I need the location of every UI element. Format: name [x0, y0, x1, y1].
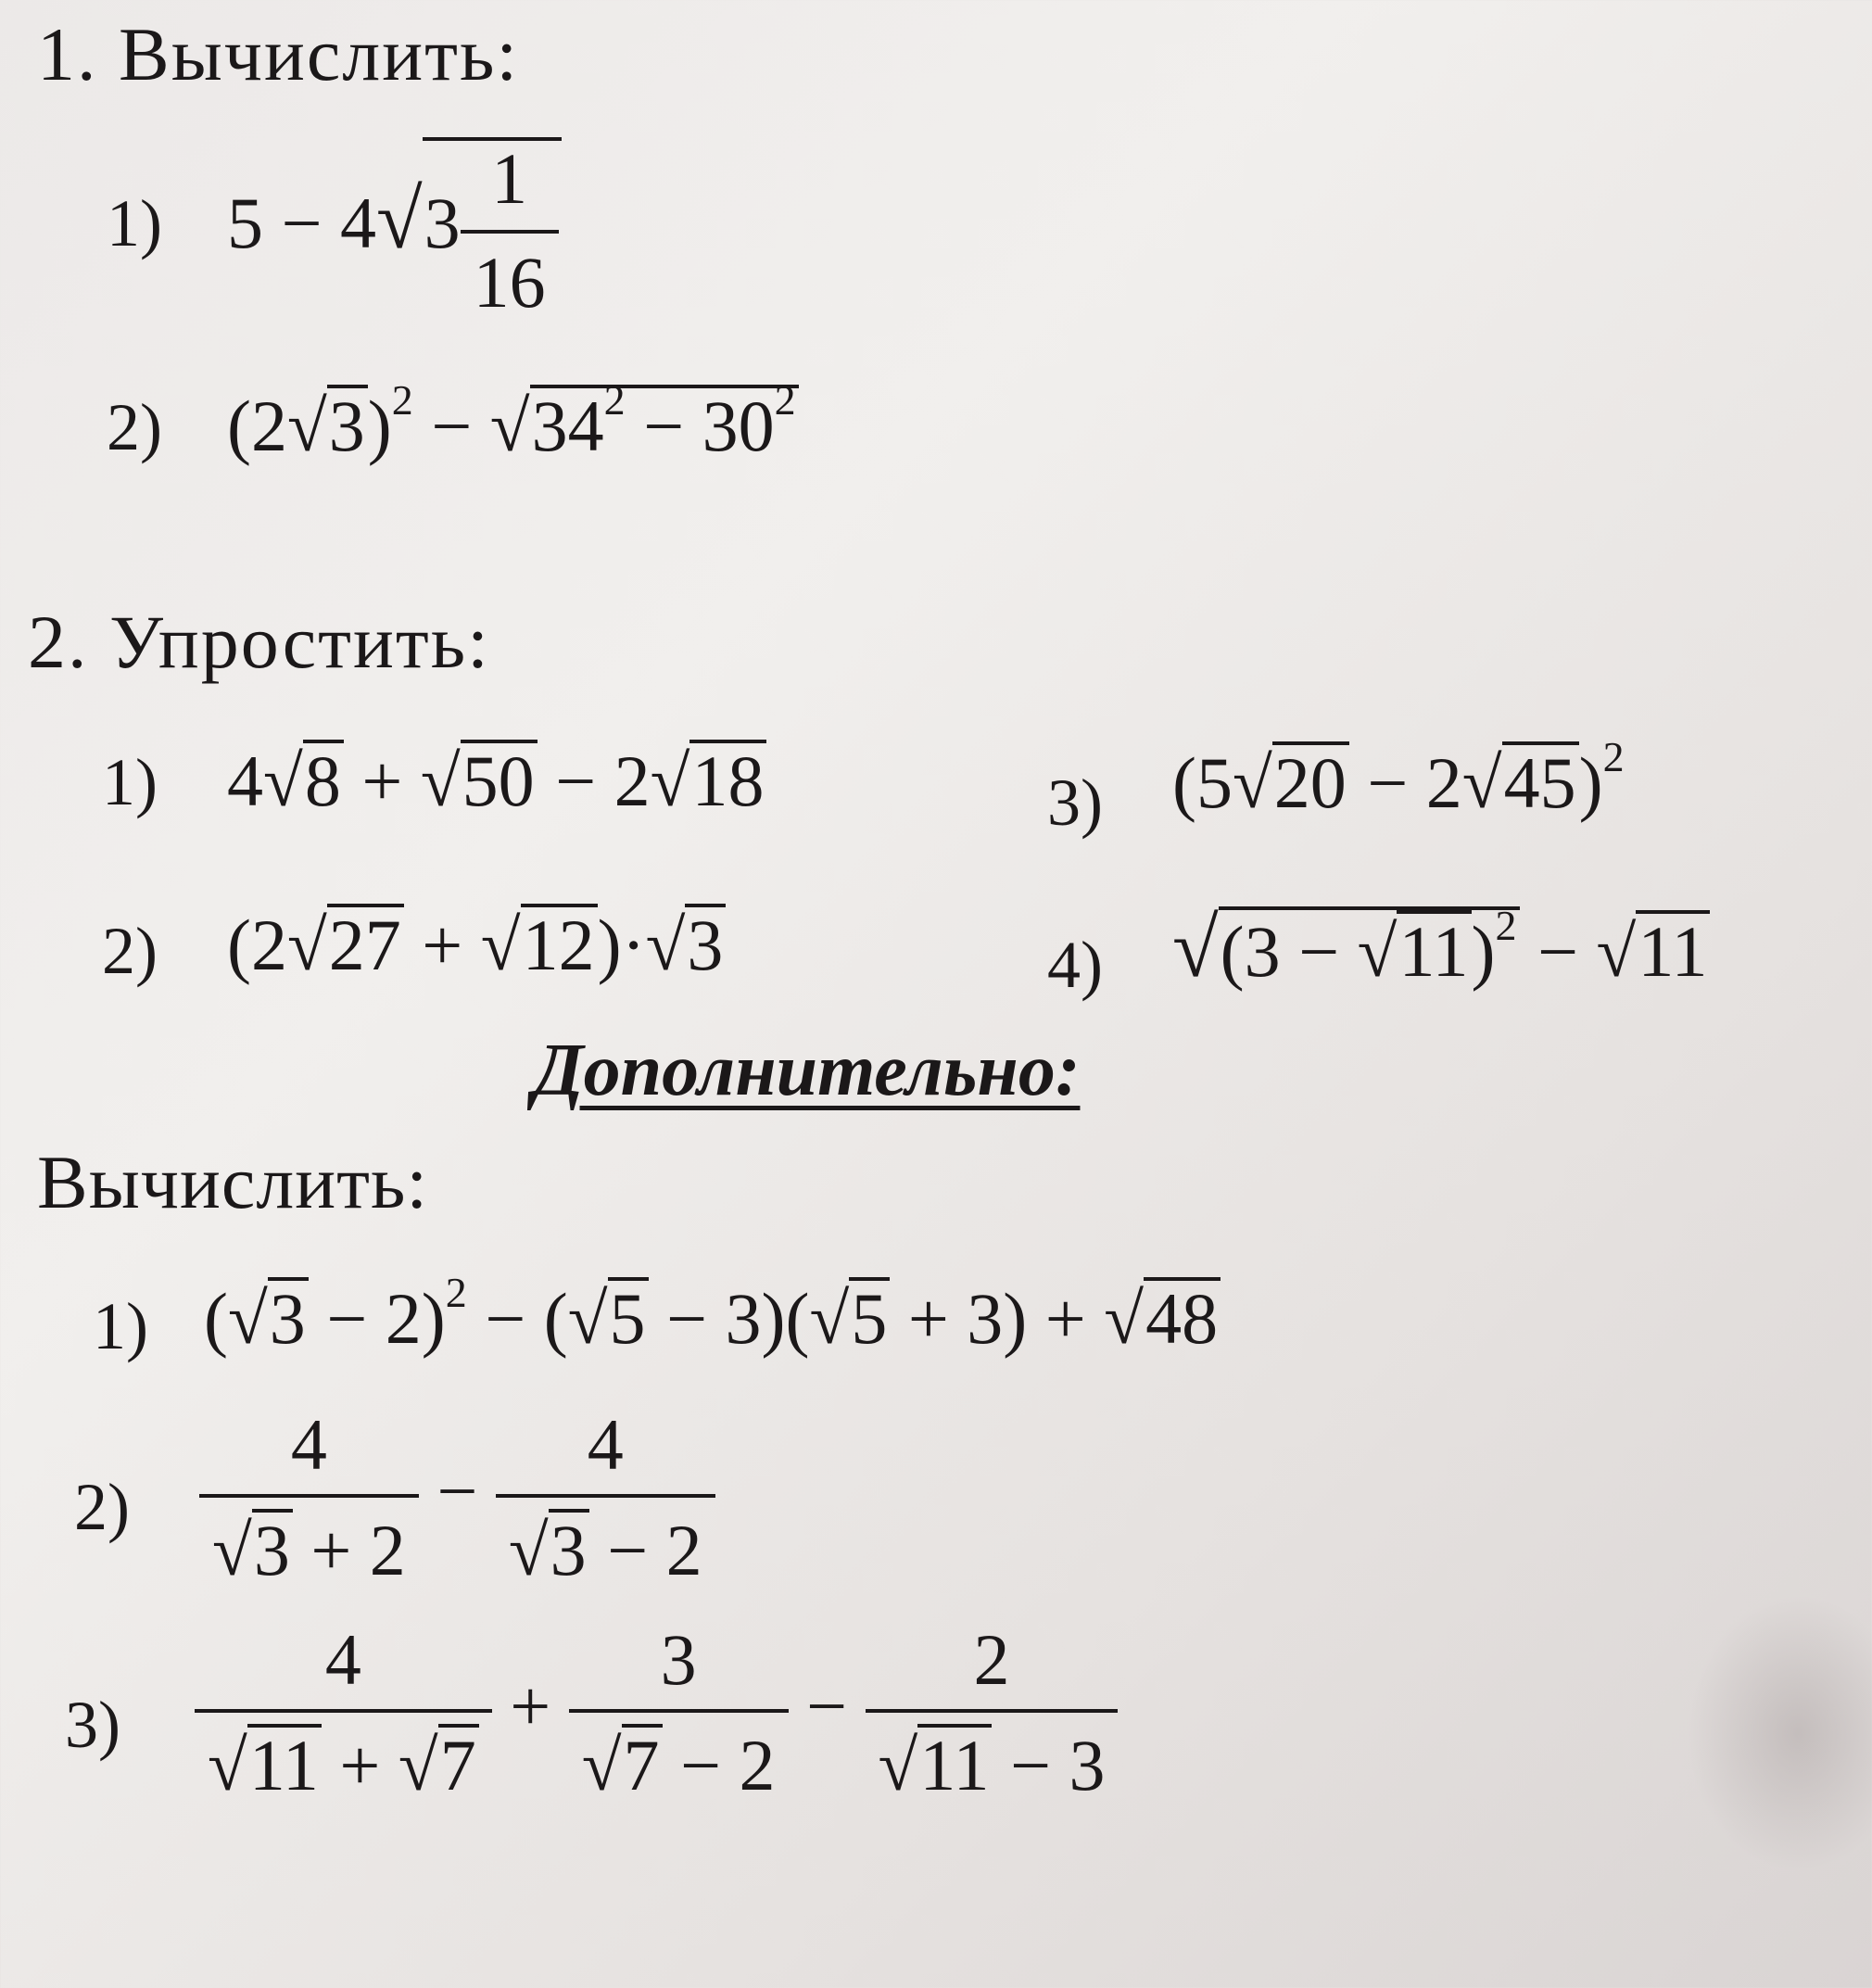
section2-title: 2. Упростить:	[28, 600, 490, 684]
operator: −	[418, 1450, 496, 1531]
radical-sign: √	[581, 1725, 622, 1805]
s1-item2-expression	[227, 375, 799, 466]
radical-sign: √	[567, 1278, 608, 1359]
s2-item2-expression	[227, 904, 726, 983]
ex-item1-label: 1)	[93, 1289, 148, 1363]
radical-sign: √	[1461, 742, 1502, 823]
s2-item1-label: 1)	[102, 745, 158, 819]
fraction-denominator: 16	[461, 230, 559, 321]
radicand: 48	[1144, 1277, 1221, 1357]
term: )	[1471, 911, 1496, 992]
radicand: 7	[438, 1724, 479, 1804]
radicand: 7	[622, 1724, 663, 1804]
exponent: 2	[603, 375, 626, 424]
radicand: 3	[685, 904, 726, 983]
fraction	[569, 1619, 789, 1805]
term: (3 −	[1220, 911, 1358, 992]
operator: +	[403, 905, 481, 985]
term: − 2	[588, 1510, 702, 1590]
term: )·	[597, 905, 646, 985]
hand-shadow	[1687, 1594, 1872, 1872]
radical-sign: √	[1172, 901, 1219, 994]
radicand	[1219, 901, 1520, 992]
radical-sign: √	[286, 905, 327, 985]
radicand: 5	[849, 1277, 890, 1357]
fraction	[866, 1619, 1119, 1805]
ex-item1-expression	[204, 1268, 1221, 1359]
radical-sign: √	[1232, 742, 1272, 823]
term: − 2	[537, 741, 651, 821]
fraction-numerator: 4	[324, 1619, 361, 1700]
fraction	[195, 1619, 492, 1805]
term: − (	[466, 1278, 568, 1359]
term: )	[1578, 742, 1603, 823]
term: − 2	[1348, 742, 1462, 823]
term: + 2	[292, 1510, 406, 1590]
radical-sign: √	[398, 1725, 438, 1805]
s2-item2-label: 2)	[102, 914, 158, 988]
exponent: 2	[445, 1268, 467, 1316]
radicand	[530, 375, 799, 466]
radical-sign: √	[227, 1278, 268, 1359]
radical-sign: √	[878, 1725, 918, 1805]
term: − 3)(	[648, 1278, 810, 1359]
exponent: 2	[1602, 732, 1625, 780]
s1-item2-label: 2)	[107, 390, 162, 464]
s2-item4-label: 4)	[1047, 928, 1103, 1002]
ex-item2-label: 2)	[74, 1470, 130, 1544]
term: (5	[1172, 742, 1233, 823]
radical-sign: √	[420, 741, 461, 821]
operator: −	[788, 1665, 866, 1746]
s2-item1-expression	[227, 740, 766, 819]
ex-item2-expression	[199, 1404, 715, 1590]
radicand: 27	[327, 904, 404, 983]
fraction-numerator: 4	[587, 1404, 624, 1485]
s1-item1-term: 5 − 4	[227, 182, 376, 263]
radicand: 11	[247, 1724, 322, 1804]
term: (2	[227, 905, 287, 985]
term: − 2	[662, 1725, 776, 1805]
section1-title: 1. Вычислить:	[37, 12, 520, 96]
radical-sign: √	[212, 1510, 252, 1590]
radical-sign: √	[208, 1725, 247, 1805]
s2-item4-expression	[1172, 901, 1710, 994]
radical-sign: √	[1596, 911, 1637, 992]
term: )	[367, 386, 392, 466]
radicand: 5	[608, 1277, 649, 1357]
term: 4	[227, 741, 263, 821]
fraction-denominator	[195, 1709, 492, 1804]
radical-sign: √	[809, 1278, 850, 1359]
operator: +	[321, 1725, 398, 1805]
extra-subtitle: Вычислить:	[37, 1140, 429, 1224]
radical-sign: √	[650, 741, 690, 821]
radical-sign: √	[286, 386, 327, 466]
radicand: 45	[1502, 741, 1579, 821]
radical-sign: √	[645, 905, 686, 985]
extra-title: Дополнительно:	[533, 1030, 1081, 1111]
fraction-numerator: 4	[290, 1404, 327, 1485]
term: (2	[227, 386, 287, 466]
radicand: 12	[521, 904, 598, 983]
operator: +	[343, 741, 421, 821]
radical-sign: √	[508, 1510, 549, 1590]
s2-item3-expression	[1172, 732, 1625, 823]
radicand: 3	[549, 1509, 589, 1589]
radicand: 11	[1397, 910, 1471, 990]
fraction	[199, 1404, 419, 1590]
term: 34	[531, 386, 604, 466]
radical-sign: √	[1357, 911, 1398, 992]
radicand: 11	[917, 1724, 992, 1804]
s1-item1-expression	[227, 137, 562, 321]
radical-sign: √	[1104, 1278, 1145, 1359]
radicand: 18	[689, 740, 766, 819]
term: (	[204, 1278, 228, 1359]
fraction-numerator: 3	[660, 1619, 697, 1700]
radical-sign: √	[480, 905, 521, 985]
radicand: 3	[327, 385, 368, 464]
radicand: 3	[252, 1509, 293, 1589]
radicand: 11	[1636, 910, 1710, 990]
radicand: 3	[268, 1277, 309, 1357]
exponent: 2	[774, 375, 796, 424]
radical-sign: √	[376, 171, 423, 266]
radicand: 50	[461, 740, 538, 819]
term: + 3) +	[890, 1278, 1105, 1359]
radical-sign: √	[489, 386, 530, 466]
fraction-numerator: 1	[491, 138, 528, 219]
s2-item3-label: 3)	[1047, 766, 1103, 840]
fraction-denominator	[199, 1494, 419, 1589]
exponent: 2	[391, 375, 413, 424]
operator: −	[1519, 911, 1597, 992]
ex-item3-expression	[195, 1619, 1118, 1805]
ex-item3-label: 3)	[65, 1688, 120, 1762]
fraction-denominator	[866, 1709, 1119, 1804]
fraction	[461, 138, 559, 323]
s1-item1-label: 1)	[107, 186, 162, 260]
fraction-denominator	[496, 1494, 715, 1589]
radicand: 8	[303, 740, 344, 819]
radicand: 20	[1272, 741, 1349, 821]
fraction-denominator	[569, 1709, 789, 1804]
fraction	[496, 1404, 715, 1590]
term: − 2)	[308, 1278, 446, 1359]
term: − 3	[992, 1725, 1106, 1805]
radicand	[423, 137, 562, 321]
exponent: 2	[1495, 901, 1517, 949]
fraction-numerator: 2	[973, 1619, 1010, 1700]
radical-sign: √	[263, 741, 303, 821]
operator: −	[412, 386, 490, 466]
mixed-whole: 3	[424, 182, 461, 263]
term: − 30	[625, 386, 775, 466]
operator: +	[491, 1665, 569, 1746]
